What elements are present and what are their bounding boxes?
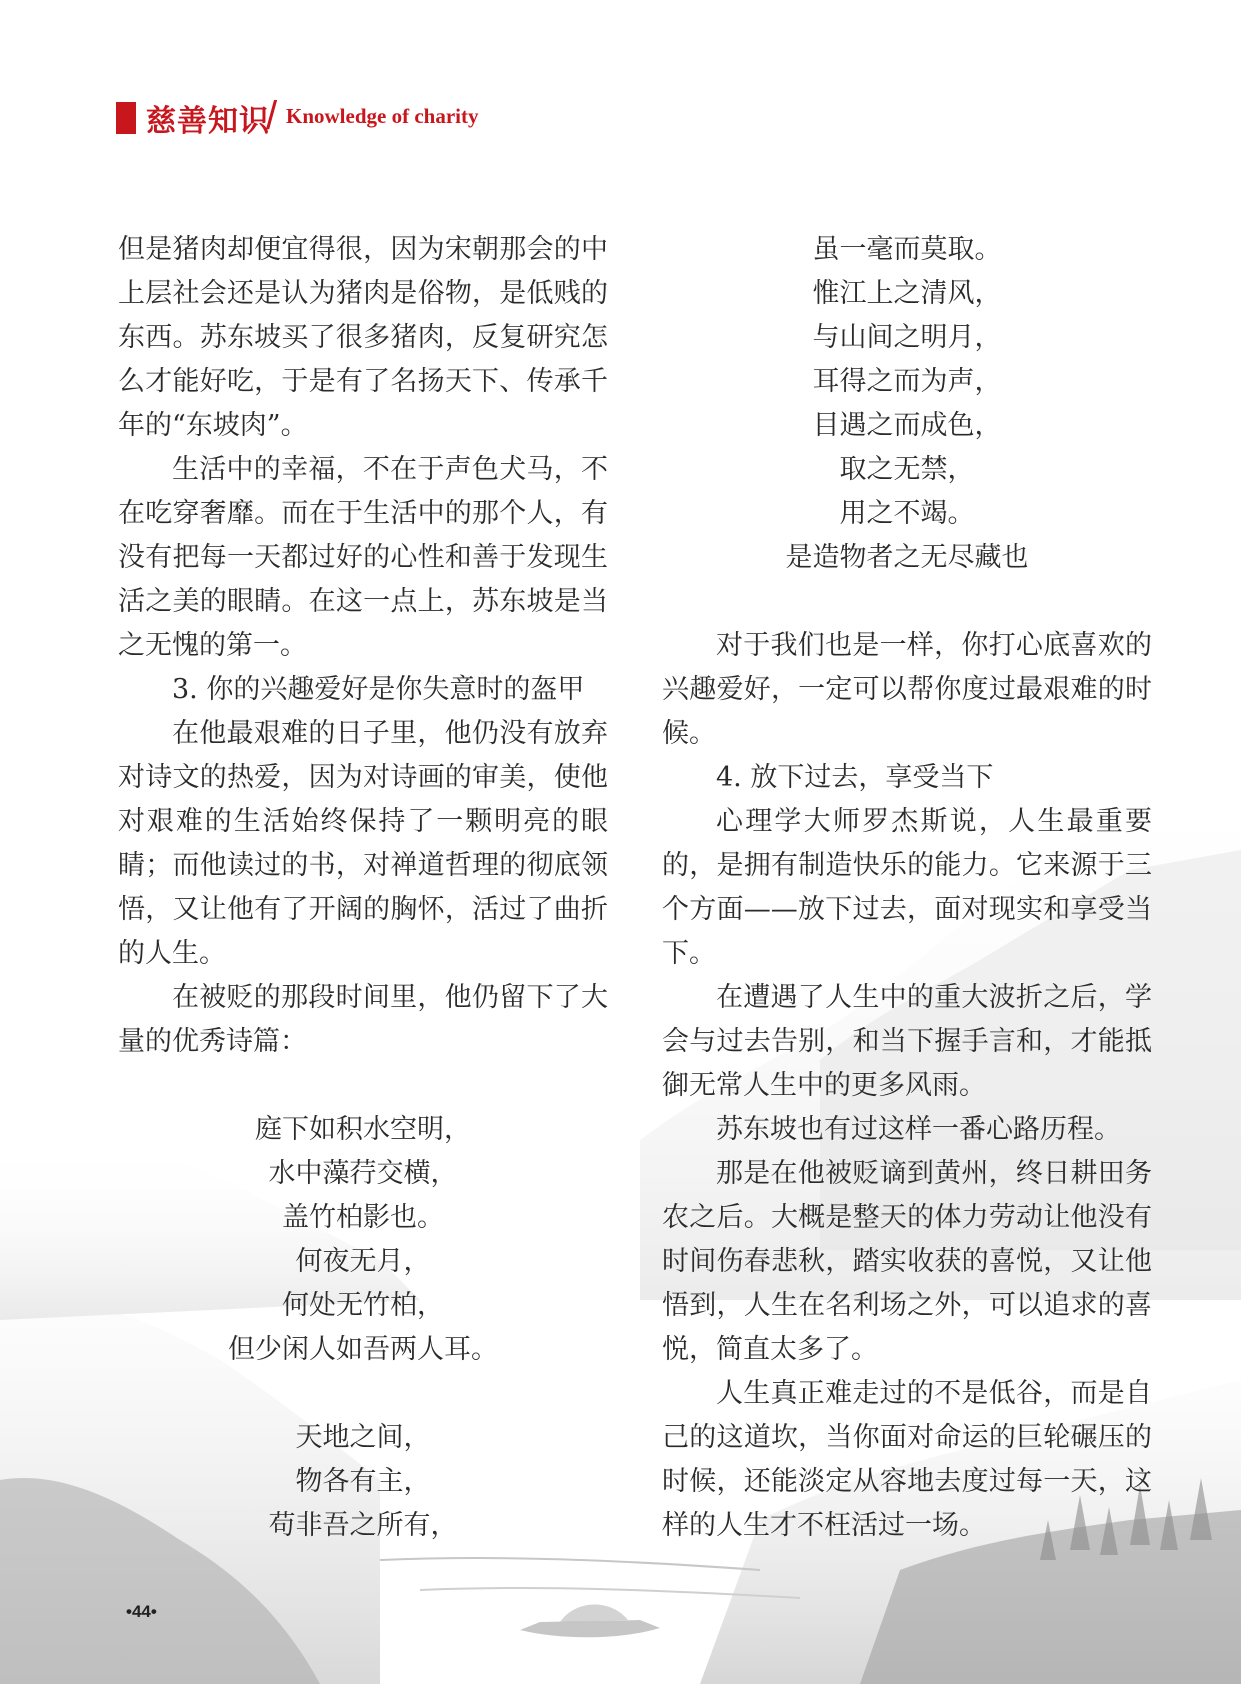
paragraph: 那是在他被贬谪到黄州，终日耕田务农之后。大概是整天的体力劳动让他没有时间伤春悲秋，踏实收获的喜悦，又让他悟到，人生在名利场之外，可以追求的喜悦，简直太多了。	[662, 1158, 1152, 1365]
section-heading-4: 4. 放下过去，享受当下	[716, 762, 994, 793]
poem-line: 是造物者之无尽藏也	[785, 542, 1029, 573]
poem-line: 与山间之明月，	[812, 322, 1002, 353]
paragraph: 在他最艰难的日子里，他仍没有放弃对诗文的热爱，因为对诗画的审美，使他对艰难的生活始终保持了一颗明亮的眼睛；而他读过的书，对禅道哲理的彻底领悟，又让他有了开阔的胸怀，活过了曲折的人生。	[118, 718, 608, 969]
poem-line: 但少闲人如吾两人耳。	[228, 1334, 498, 1365]
poem-block-2	[118, 1416, 608, 1548]
paragraph: 生活中的幸福，不在于声色犬马，不在吃穿奢靡。而在于生活中的那个人，有没有把每一天都过好的心性和善于发现生活之美的眼睛。在这一点上，苏东坡是当之无愧的第一。	[118, 454, 608, 661]
poem-line: 目遇之而成色，	[812, 410, 1002, 441]
poem-line: 苟非吾之所有，	[268, 1510, 458, 1541]
poem-line: 庭下如积水空明，	[255, 1114, 471, 1145]
poem-block-1	[118, 1108, 608, 1372]
poem-line: 虽一毫而莫取。	[812, 234, 1002, 265]
poem-line: 天地之间，	[295, 1422, 431, 1453]
poem-line: 耳得之而为声，	[812, 366, 1002, 397]
left-column	[118, 228, 608, 1548]
paragraph: 对于我们也是一样，你打心底喜欢的兴趣爱好，一定可以帮你度过最艰难的时候。	[662, 630, 1152, 749]
section-heading-3: 3. 你的兴趣爱好是你失意时的盔甲	[172, 674, 585, 705]
paragraph: 但是猪肉却便宜得很，因为宋朝那会的中上层社会还是认为猪肉是俗物，是低贱的东西。苏东坡买了很多猪肉，反复研究怎么才能好吃，于是有了名扬天下、传承千年的“东坡肉”。	[118, 234, 608, 441]
poem-line: 惟江上之清风，	[812, 278, 1002, 309]
poem-line: 物各有主，	[295, 1466, 431, 1497]
header-title-cn: 慈善知识	[146, 104, 270, 139]
paragraph: 在被贬的那段时间里，他仍留下了大量的优秀诗篇：	[118, 982, 608, 1057]
paragraph: 在遭遇了人生中的重大波折之后，学会与过去告别，和当下握手言和，才能抵御无常人生中的更多风雨。	[662, 982, 1152, 1101]
header-accent-bar	[116, 102, 136, 134]
poem-line: 何夜无月，	[295, 1246, 431, 1277]
poem-line: 用之不竭。	[839, 498, 975, 529]
paragraph: 苏东坡也有过这样一番心路历程。	[716, 1114, 1121, 1145]
poem-line: 水中藻荇交横，	[268, 1158, 458, 1189]
poem-line: 何处无竹柏，	[282, 1290, 444, 1321]
header-slash-divider: /	[266, 94, 278, 138]
poem-line: 取之无禁，	[839, 454, 975, 485]
poem-line: 盖竹柏影也。	[282, 1202, 444, 1233]
poem-block-2-continued	[662, 228, 1152, 580]
paragraph: 人生真正难走过的不是低谷，而是自己的这道坎，当你面对命运的巨轮碾压的时候，还能淡定从容地去度过每一天，这样的人生才不枉活过一场。	[662, 1378, 1152, 1541]
right-column	[662, 228, 1152, 1548]
page-number: •44•	[126, 1602, 157, 1621]
paragraph: 心理学大师罗杰斯说，人生最重要的，是拥有制造快乐的能力。它来源于三个方面——放下过去，面对现实和享受当下。	[662, 806, 1152, 969]
header-title-en: Knowledge of charity	[286, 104, 479, 128]
